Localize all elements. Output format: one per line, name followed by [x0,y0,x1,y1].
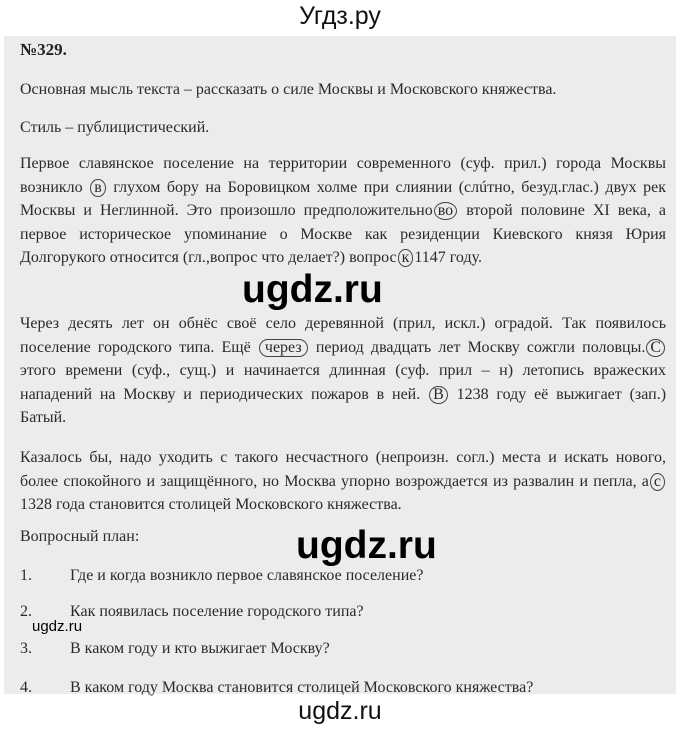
paragraph-3 [20,446,666,517]
p1-text-1: Первое славянское поселение на территории современного (суф. прил.) города Москвы возникло [20,155,666,196]
circled-preposition: с [650,473,665,491]
watermark: ugdz.ru [242,268,383,311]
plan-heading: Вопросный план: [20,528,140,545]
p1-text-3: второй половине XI века, а первое историческое упоминание о Москве как резиденции Киевского князя Юрия Долгорукого относится (гл.,вопрос что делает?) вопрос [20,202,667,266]
textbook-scan [4,36,676,694]
circled-preposition: к [398,249,414,267]
plan-item-number: 3. [20,640,32,657]
plan-item-number: 4. [20,679,32,696]
style-paragraph: Стиль – публицистический. [20,119,210,136]
p3-text-1: Казалось бы, надо уходить с такого несчастного (непроизн. согл.) места и искать нового, более спокойного и защищённого, но Москва упорно возрождается из развалин и пепла, а [20,449,666,490]
site-header-title: Угдз.ру [299,2,381,30]
p1-text-2: глухом бору на Боровицком холме при слиянии (слúтно, безуд.глас.) двух рек Москвы и Неглинной. Это произошло предположительно [20,178,667,219]
plan-item-text: В каком году Москва становится столицей Московского княжества? [70,679,534,696]
p2-text-4: 1238 году её выжигает (зап.) Батый. [20,385,667,426]
plan-item [20,637,330,660]
p2-text-1: Через десять лет он обнёс своё село деревянной (прил, искл.) оградой. Так появилось поселение городского типа. Ещё [20,315,666,356]
p3-text-2: 1328 года становится столицей Московского княжества. [20,496,402,513]
circled-preposition: во [434,202,457,220]
site-footer-title: ugdz.ru [298,697,382,725]
problem-number: №329. [20,40,67,59]
p1-text-4: 1147 году. [414,249,483,266]
plan-item-number: 1. [20,567,32,584]
plan-item-text: Как появилась поселение городского типа? [70,603,364,620]
watermark: ugdz.ru [296,524,437,567]
circled-preposition: В [429,386,448,404]
paragraph-2 [20,312,666,430]
main-idea-paragraph: Основная мысль текста – рассказать о силе Москвы и Московского княжества. [20,81,557,98]
p2-text-2: период двадцать лет Москву сожгли половцы. [315,338,646,356]
plan-item-number: 2. [20,603,32,620]
watermark: ugdz.ru [32,618,83,635]
circled-preposition: С [646,339,665,357]
p2-text-3: этого времени (суф., сущ.) и начинается длинная (суф. прил – н) летопись вражеских нападений на Москву и периодических пожаров в ней. [20,362,666,403]
plan-item-text: Где и когда возникло первое славянское поселение? [70,567,424,584]
paragraph-1 [20,152,666,270]
circled-preposition: через [259,339,308,357]
plan-item-text: В каком году и кто выжигает Москву? [70,640,330,657]
circled-preposition: в [90,179,106,197]
